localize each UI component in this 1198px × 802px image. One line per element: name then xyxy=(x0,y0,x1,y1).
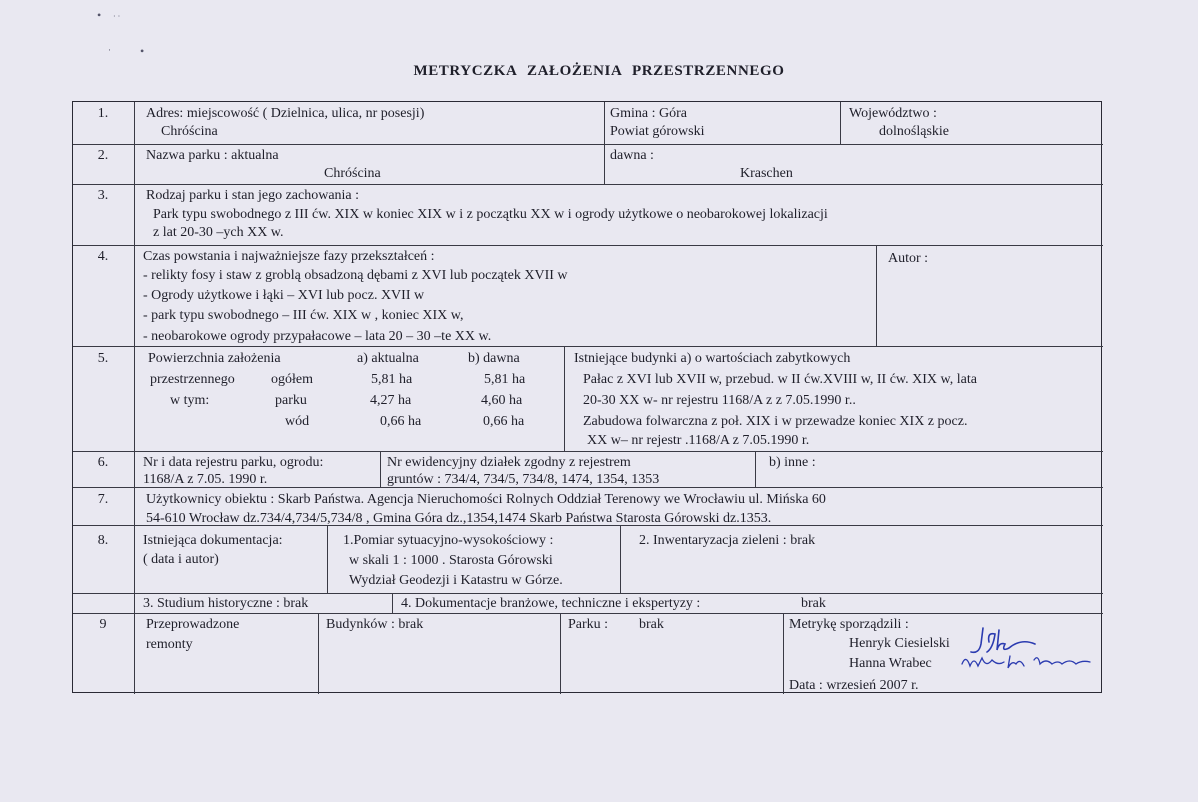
row-number: 1. xyxy=(97,106,109,121)
scan-speck: • xyxy=(97,8,102,22)
park-type-text: Park typu swobodnego z III ćw. XIX w koniec XIX w i z początku XX w i ogrody użytkowe o neobarokowej lokalizacji xyxy=(153,207,828,222)
park-name-value: Chróścina xyxy=(324,166,381,181)
area-label: przestrzennego xyxy=(150,372,235,387)
row-number: 3. xyxy=(97,188,109,203)
row-divider xyxy=(73,451,1103,452)
register-label: Nr i data rejestru parku, ogrodu: xyxy=(143,455,324,470)
row-number: 6. xyxy=(97,455,109,470)
users-text: 54-610 Wrocław dz.734/4,734/5,734/8 , Gmina Góra dz.,1354,1474 Skarb Państwa Starosta Górowski dz.1353. xyxy=(146,511,772,526)
renovations-label: Przeprowadzone xyxy=(146,617,240,632)
form-table xyxy=(72,101,1102,693)
row-number: 8. xyxy=(97,533,109,548)
area-item-label: wód xyxy=(285,414,310,429)
area-item-label: ogółem xyxy=(271,372,313,387)
document-title: METRYCZKA ZAŁOŻENIA PRZESTRZENNEGO xyxy=(413,63,785,79)
former-name-value: Kraschen xyxy=(740,166,793,181)
expertise-label: 4. Dokumentacje branżowe, techniczne i ekspertyzy : xyxy=(401,596,701,611)
documentation-label: Istniejąca dokumentacja: xyxy=(143,533,283,548)
area-current-value: 4,27 ha xyxy=(370,393,412,408)
row-divider xyxy=(73,346,1103,347)
row-divider xyxy=(73,593,1103,594)
park-type-text: z lat 20-30 –ych XX w. xyxy=(153,225,284,240)
scan-speck: · xyxy=(108,45,111,55)
row-number: 9 xyxy=(99,617,107,632)
area-current-value: 5,81 ha xyxy=(371,372,413,387)
survey-text: Wydział Geodezji i Katastru w Górze. xyxy=(349,573,563,588)
area-label: Powierzchnia założenia xyxy=(148,351,281,366)
scan-speck: · · xyxy=(113,12,121,21)
column-divider xyxy=(755,451,756,487)
area-former-value: 4,60 ha xyxy=(481,393,523,408)
park-type-label: Rodzaj parku i stan jego zachowania : xyxy=(146,188,360,203)
voivodeship-value: dolnośląskie xyxy=(879,124,949,139)
area-former-value: 0,66 ha xyxy=(483,414,525,429)
column-divider xyxy=(560,613,561,694)
address-label: Adres: miejscowość ( Dzielnica, ulica, nr posesji) xyxy=(146,106,425,121)
buildings-text: 20-30 XX w- nr rejestru 1168/A z z 7.05.1990 r.. xyxy=(583,393,856,408)
buildings-text: Zabudowa folwarczna z poł. XIX i w przewadze koniec XIX z pocz. xyxy=(583,414,968,429)
row-divider xyxy=(73,144,1103,145)
column-divider xyxy=(134,102,135,694)
author-label: Autor : xyxy=(888,251,929,266)
column-divider xyxy=(840,102,841,144)
buildings-label: Istniejące budynki a) o wartościach zabytkowych xyxy=(574,351,851,366)
phase-item: - relikty fosy i staw z groblą obsadzoną dębami z XVI lub początek XVII w xyxy=(143,268,568,283)
register-value: 1168/A z 7.05. 1990 r. xyxy=(143,472,268,487)
expertise-value: brak xyxy=(801,596,826,611)
renovations-label: remonty xyxy=(146,637,193,652)
voivodeship-label: Województwo : xyxy=(849,106,937,121)
area-current-value: 0,66 ha xyxy=(380,414,422,429)
other-label: b) inne : xyxy=(769,455,816,470)
phase-item: - park typu swobodnego – III ćw. XIX w , koniec XIX w, xyxy=(143,308,464,323)
column-divider xyxy=(783,613,784,694)
former-name-label: dawna : xyxy=(610,148,654,163)
column-divider xyxy=(604,102,605,184)
phase-item: - neobarokowe ogrody przypałacowe – lata 20 – 30 –te XX w. xyxy=(143,329,492,344)
parcel-value: gruntów : 734/4, 734/5, 734/8, 1474, 1354, 1353 xyxy=(387,472,660,487)
row-divider xyxy=(73,613,1103,614)
column-divider xyxy=(380,451,381,487)
survey-text: 1.Pomiar sytuacyjno-wysokościowy : xyxy=(343,533,554,548)
author-name: Hanna Wrabec xyxy=(849,656,932,671)
area-column-former: b) dawna xyxy=(468,351,520,366)
author-name: Henryk Ciesielski xyxy=(849,636,950,651)
area-former-value: 5,81 ha xyxy=(484,372,526,387)
phase-item: - Ogrody użytkowe i łąki – XVI lub pocz. XVII w xyxy=(143,288,425,303)
historical-study-text: 3. Studium historyczne : brak xyxy=(143,596,309,611)
prepared-by-label: Metrykę sporządzili : xyxy=(789,617,909,632)
column-divider xyxy=(620,525,621,593)
row-number: 5. xyxy=(97,351,109,366)
park-renovation-value: brak xyxy=(639,617,664,632)
users-text: Użytkownicy obiektu : Skarb Państwa. Agencja Nieruchomości Rolnych Oddział Terenowy we Wrocławiu ul. Mińska 60 xyxy=(146,492,826,507)
column-divider xyxy=(318,613,319,694)
documentation-sub: ( data i autor) xyxy=(143,552,219,567)
park-name-label: Nazwa parku : aktualna xyxy=(146,148,279,163)
gmina-field: Gmina : Góra xyxy=(610,106,687,121)
survey-text: w skali 1 : 1000 . Starosta Górowski xyxy=(349,553,553,568)
column-divider xyxy=(876,245,877,346)
column-divider xyxy=(564,346,565,451)
buildings-text: Pałac z XVI lub XVII w, przebud. w II ćw.XVIII w, II ćw. XIX w, lata xyxy=(583,372,977,387)
column-divider xyxy=(327,525,328,593)
area-item-label: parku xyxy=(275,393,307,408)
inventory-text: 2. Inwentaryzacja zieleni : brak xyxy=(639,533,816,548)
date-field: Data : wrzesień 2007 r. xyxy=(789,678,919,693)
row-number: 4. xyxy=(97,249,109,264)
area-column-current: a) aktualna xyxy=(357,351,419,366)
area-subtotal-label: w tym: xyxy=(170,393,210,408)
buildings-renovation: Budynków : brak xyxy=(326,617,424,632)
row-number: 7. xyxy=(97,492,109,507)
powiat-field: Powiat górowski xyxy=(610,124,705,139)
address-value: Chróścina xyxy=(161,124,218,139)
signature-wrabec xyxy=(958,650,1103,674)
scan-speck: • xyxy=(140,44,145,58)
parcel-label: Nr ewidencyjny działek zgodny z rejestrem xyxy=(387,455,631,470)
phases-label: Czas powstania i najważniejsze fazy przekształceń : xyxy=(143,249,435,264)
column-divider xyxy=(392,593,393,613)
row-divider xyxy=(73,245,1103,246)
row-divider xyxy=(73,184,1103,185)
row-number: 2. xyxy=(97,148,109,163)
park-renovation-label: Parku : xyxy=(568,617,609,632)
buildings-text: XX w– nr rejestr .1168/A z 7.05.1990 r. xyxy=(587,433,810,448)
